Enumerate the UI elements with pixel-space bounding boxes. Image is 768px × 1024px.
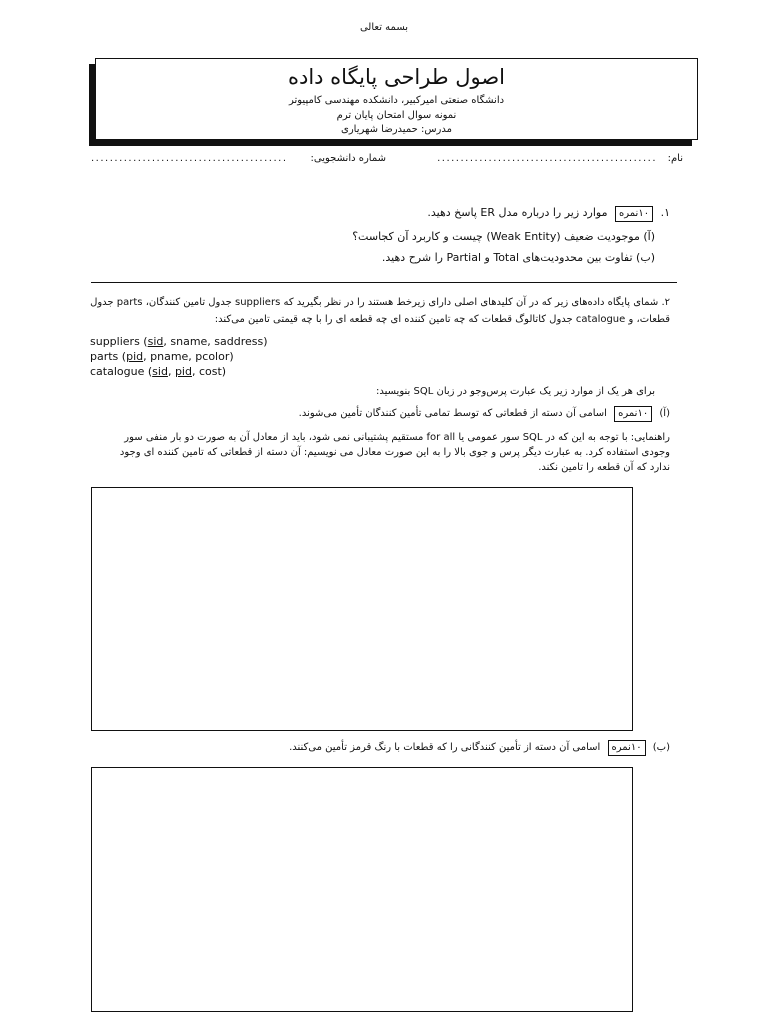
student-id-label: شماره دانشجویی: <box>310 153 386 164</box>
q2-a-text: اسامی آن دسته از قطعاتی که توسط تمامی تأمین کنندگان تأمین می‌شوند. <box>298 408 607 419</box>
q1-text: موارد زیر را درباره مدل ER پاسخ دهید. <box>427 206 608 219</box>
attributes: , cost) <box>191 365 227 378</box>
schema-parts <box>90 349 268 364</box>
primary-key: sid <box>152 365 168 378</box>
q2-hint <box>90 430 670 475</box>
q2-b-points-box: ۱۰نمره <box>608 740 646 756</box>
primary-key: pid <box>126 350 144 363</box>
course-header <box>95 58 698 140</box>
instructor-line: مدرس: حمیدرضا شهریاری <box>341 124 452 135</box>
course-title: اصول طراحی پایگاه داده <box>287 65 506 89</box>
q1-part-b <box>382 251 655 264</box>
primary-key: pid <box>174 365 192 378</box>
q2-a-label: (آ) <box>659 408 670 419</box>
q1-part-a <box>352 230 655 243</box>
schema-block <box>90 334 268 379</box>
q1-number: ۱. <box>660 206 670 219</box>
q2-part-a <box>299 406 670 422</box>
paren: ( <box>118 350 127 363</box>
schema-suppliers <box>90 334 268 349</box>
q2-a-points-box: ۱۰نمره <box>614 406 652 422</box>
table-name: suppliers <box>90 335 140 348</box>
basmala: بسمه تعالی <box>359 22 409 33</box>
hint-line: وجودی استفاده کرد. به عبارت دیگر پرس و جوی بالا را به این صورت معادل می نویسیم: آن دسته از قطعاتی که تامین کننده ای وجود <box>119 447 670 458</box>
section-divider <box>91 282 677 283</box>
q2-instruction: برای هر یک از موارد زیر یک عبارت پرس‌وجو در زبان SQL بنویسید: <box>376 386 655 397</box>
paren: ( <box>144 365 153 378</box>
hint-line: ندارد که آن قطعه را تامین نکند. <box>538 462 670 473</box>
answer-box-b[interactable] <box>91 767 633 1012</box>
schema-catalogue <box>90 364 268 379</box>
q1-points-box: ۱۰نمره <box>615 206 653 222</box>
name-field[interactable]: ............................................... <box>437 153 657 164</box>
q2-intro2: قطعات، و catalogue جدول کاتالوگ قطعات که چه تامین کننده ای چه قطعه ای را با چه قیمتی تامین می‌کند: <box>214 314 670 325</box>
student-id-field[interactable]: .......................................... <box>91 153 288 164</box>
q1-b-label: (ب) <box>636 251 655 264</box>
q1-a-label: (آ) <box>643 230 655 243</box>
hint-line: راهنمایی: با توجه به این که در SQL سور عمومی یا for all مستقیم پشتیبانی نمی شود، باید از معادل آن به صورت دو بار منفی سور <box>124 432 670 443</box>
q1-b-text: تفاوت بین محدودیت‌های Total و Partial را شرح دهید. <box>381 251 633 264</box>
q2-b-text: اسامی آن دسته از تأمین کنندگانی را که قطعات با رنگ قرمز تأمین می‌کنند. <box>289 742 601 753</box>
q2-intro-line1 <box>80 297 670 308</box>
name-label: نام: <box>667 153 683 164</box>
question-1 <box>427 206 670 222</box>
university-line: دانشگاه صنعتی امیرکبیر، دانشکده مهندسی کامپیوتر <box>288 95 505 106</box>
q2-intro1: شمای پایگاه داده‌های زیر که در آن کلیدهای اصلی دارای زیرخط هستند را در نظر بگیرید که suppliers جدول تامین کنندگان، parts جدول <box>90 297 659 308</box>
q2-number: ۲. <box>661 297 670 308</box>
answer-box-a[interactable] <box>91 487 633 731</box>
primary-key: sid <box>147 335 164 348</box>
separator: , <box>167 365 175 378</box>
paren: ( <box>139 335 148 348</box>
student-info-row <box>91 153 683 167</box>
q2-part-b <box>289 740 670 756</box>
attributes: , pname, pcolor) <box>143 350 234 363</box>
attributes: , sname, saddress) <box>163 335 268 348</box>
q2-b-label: (ب) <box>652 742 670 753</box>
q1-a-text: موجودیت ضعیف (Weak Entity) چیست و کاربرد آن کجاست؟ <box>352 230 640 243</box>
table-name: parts <box>90 350 119 363</box>
table-name: catalogue <box>90 365 145 378</box>
exam-line: نمونه سوال امتحان پایان ترم <box>336 110 457 121</box>
